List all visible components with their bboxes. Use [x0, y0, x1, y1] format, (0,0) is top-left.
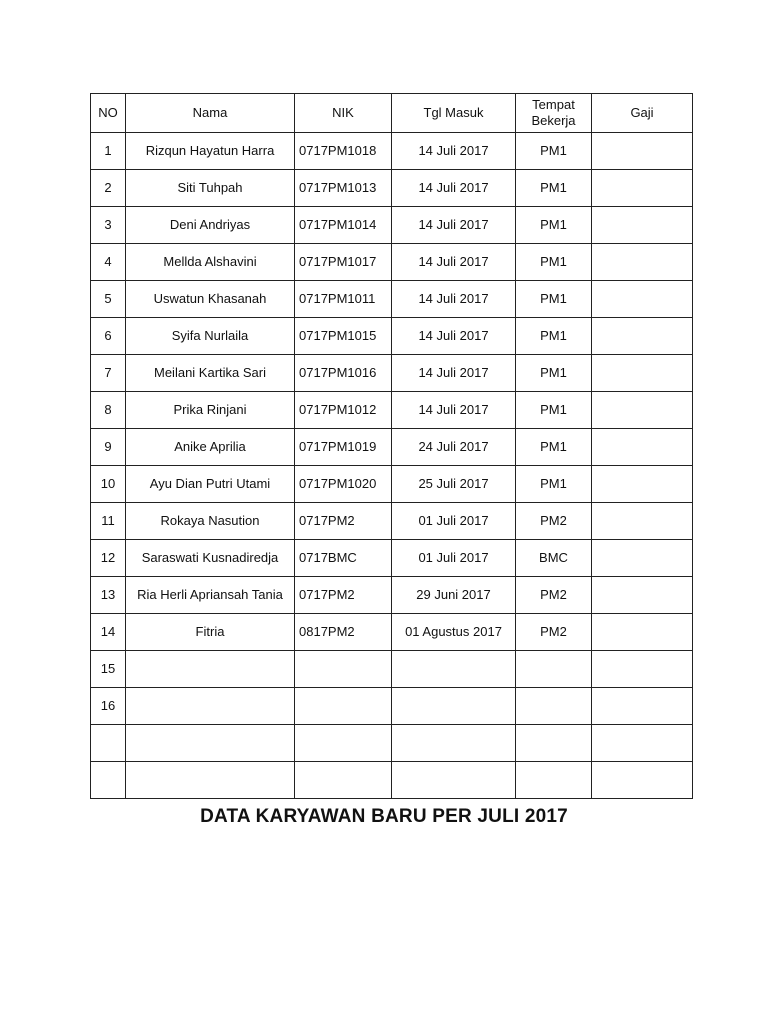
cell-gaji [592, 614, 693, 651]
cell-tgl-masuk: 14 Juli 2017 [392, 318, 516, 355]
cell-tempat-bekerja: PM1 [516, 466, 592, 503]
cell-nama: Meilani Kartika Sari [126, 355, 295, 392]
table-row [91, 503, 693, 540]
cell-tempat-bekerja: PM1 [516, 170, 592, 207]
cell-no [91, 725, 126, 762]
cell-no: 15 [91, 651, 126, 688]
cell-nik: 0717PM1011 [295, 281, 392, 318]
cell-nama: Ayu Dian Putri Utami [126, 466, 295, 503]
cell-nik: 0717PM1020 [295, 466, 392, 503]
cell-tgl-masuk: 14 Juli 2017 [392, 207, 516, 244]
cell-nama: Anike Aprilia [126, 429, 295, 466]
table-row [91, 392, 693, 429]
cell-tempat-bekerja: BMC [516, 540, 592, 577]
cell-gaji [592, 318, 693, 355]
cell-nik [295, 651, 392, 688]
table-row [91, 614, 693, 651]
table-row [91, 725, 693, 762]
cell-no: 8 [91, 392, 126, 429]
cell-tempat-bekerja [516, 762, 592, 799]
cell-tgl-masuk: 14 Juli 2017 [392, 281, 516, 318]
table-row [91, 355, 693, 392]
header-tgl-masuk: Tgl Masuk [392, 94, 516, 133]
cell-no: 16 [91, 688, 126, 725]
cell-tgl-masuk: 14 Juli 2017 [392, 244, 516, 281]
cell-tgl-masuk: 14 Juli 2017 [392, 355, 516, 392]
cell-tempat-bekerja: PM1 [516, 318, 592, 355]
cell-nama [126, 651, 295, 688]
cell-tgl-masuk [392, 725, 516, 762]
cell-no: 10 [91, 466, 126, 503]
cell-nama [126, 725, 295, 762]
cell-no [91, 762, 126, 799]
table-row [91, 281, 693, 318]
table-row [91, 429, 693, 466]
cell-nik: 0717PM1017 [295, 244, 392, 281]
cell-tgl-masuk: 25 Juli 2017 [392, 466, 516, 503]
cell-tempat-bekerja: PM2 [516, 614, 592, 651]
cell-tempat-bekerja: PM1 [516, 133, 592, 170]
cell-nik: 0717PM1015 [295, 318, 392, 355]
cell-nik: 0717PM2 [295, 577, 392, 614]
cell-nama: Mellda Alshavini [126, 244, 295, 281]
table-row [91, 244, 693, 281]
cell-no: 6 [91, 318, 126, 355]
table-row [91, 170, 693, 207]
table-row [91, 207, 693, 244]
cell-tempat-bekerja: PM1 [516, 392, 592, 429]
cell-tempat-bekerja [516, 651, 592, 688]
cell-nama: Prika Rinjani [126, 392, 295, 429]
table-row [91, 318, 693, 355]
cell-tempat-bekerja: PM1 [516, 355, 592, 392]
cell-nik: 0717PM1012 [295, 392, 392, 429]
cell-nik: 0717PM1014 [295, 207, 392, 244]
cell-no: 13 [91, 577, 126, 614]
cell-no: 12 [91, 540, 126, 577]
cell-tgl-masuk: 24 Juli 2017 [392, 429, 516, 466]
cell-tgl-masuk: 01 Juli 2017 [392, 540, 516, 577]
cell-nik: 0717BMC [295, 540, 392, 577]
cell-nik: 0717PM1019 [295, 429, 392, 466]
cell-tempat-bekerja: PM1 [516, 429, 592, 466]
cell-tgl-masuk: 29 Juni 2017 [392, 577, 516, 614]
table-header [91, 94, 693, 133]
cell-gaji [592, 503, 693, 540]
cell-nik: 0717PM1013 [295, 170, 392, 207]
cell-tempat-bekerja: PM1 [516, 281, 592, 318]
header-tempat-bekerja: Tempat Bekerja [516, 94, 592, 133]
cell-nama: Syifa Nurlaila [126, 318, 295, 355]
cell-nama: Siti Tuhpah [126, 170, 295, 207]
cell-gaji [592, 577, 693, 614]
header-nama: Nama [126, 94, 295, 133]
cell-no: 2 [91, 170, 126, 207]
cell-gaji [592, 392, 693, 429]
cell-nik: 0717PM2 [295, 503, 392, 540]
cell-nama: Saraswati Kusnadiredja [126, 540, 295, 577]
cell-nama: Uswatun Khasanah [126, 281, 295, 318]
cell-tgl-masuk: 14 Juli 2017 [392, 392, 516, 429]
cell-nik: 0717PM1018 [295, 133, 392, 170]
header-no: NO [91, 94, 126, 133]
cell-gaji [592, 466, 693, 503]
cell-tempat-bekerja: PM2 [516, 503, 592, 540]
cell-nik [295, 725, 392, 762]
cell-gaji [592, 281, 693, 318]
cell-nama: Rokaya Nasution [126, 503, 295, 540]
cell-nama: Deni Andriyas [126, 207, 295, 244]
table-row [91, 762, 693, 799]
cell-tgl-masuk: 14 Juli 2017 [392, 133, 516, 170]
table-body [91, 133, 693, 799]
cell-nik [295, 688, 392, 725]
cell-tempat-bekerja [516, 688, 592, 725]
cell-nama: Ria Herli Apriansah Tania [126, 577, 295, 614]
cell-no: 4 [91, 244, 126, 281]
cell-gaji [592, 762, 693, 799]
cell-tgl-masuk [392, 762, 516, 799]
table-row [91, 577, 693, 614]
cell-tgl-masuk [392, 688, 516, 725]
cell-no: 14 [91, 614, 126, 651]
cell-no: 11 [91, 503, 126, 540]
cell-nama [126, 762, 295, 799]
cell-nama: Rizqun Hayatun Harra [126, 133, 295, 170]
cell-tempat-bekerja: PM1 [516, 244, 592, 281]
cell-gaji [592, 170, 693, 207]
cell-gaji [592, 688, 693, 725]
cell-nik: 0717PM1016 [295, 355, 392, 392]
cell-tempat-bekerja: PM1 [516, 207, 592, 244]
cell-no: 3 [91, 207, 126, 244]
table-row [91, 688, 693, 725]
cell-gaji [592, 207, 693, 244]
table-row [91, 133, 693, 170]
cell-no: 5 [91, 281, 126, 318]
table-row [91, 466, 693, 503]
cell-tgl-masuk: 01 Juli 2017 [392, 503, 516, 540]
table-row [91, 651, 693, 688]
cell-gaji [592, 725, 693, 762]
cell-nama: Fitria [126, 614, 295, 651]
cell-no: 9 [91, 429, 126, 466]
cell-tgl-masuk: 01 Agustus 2017 [392, 614, 516, 651]
cell-gaji [592, 355, 693, 392]
cell-tempat-bekerja: PM2 [516, 577, 592, 614]
header-gaji: Gaji [592, 94, 693, 133]
cell-no: 7 [91, 355, 126, 392]
cell-tgl-masuk [392, 651, 516, 688]
cell-gaji [592, 651, 693, 688]
table-row [91, 540, 693, 577]
header-nik: NIK [295, 94, 392, 133]
cell-gaji [592, 429, 693, 466]
cell-nik: 0817PM2 [295, 614, 392, 651]
cell-gaji [592, 540, 693, 577]
header-row [91, 94, 693, 133]
document-title: DATA KARYAWAN BARU PER JULI 2017 [200, 806, 568, 827]
cell-gaji [592, 133, 693, 170]
cell-no: 1 [91, 133, 126, 170]
cell-nik [295, 762, 392, 799]
cell-nama [126, 688, 295, 725]
employee-table [90, 93, 693, 799]
cell-tgl-masuk: 14 Juli 2017 [392, 170, 516, 207]
cell-tempat-bekerja [516, 725, 592, 762]
cell-gaji [592, 244, 693, 281]
